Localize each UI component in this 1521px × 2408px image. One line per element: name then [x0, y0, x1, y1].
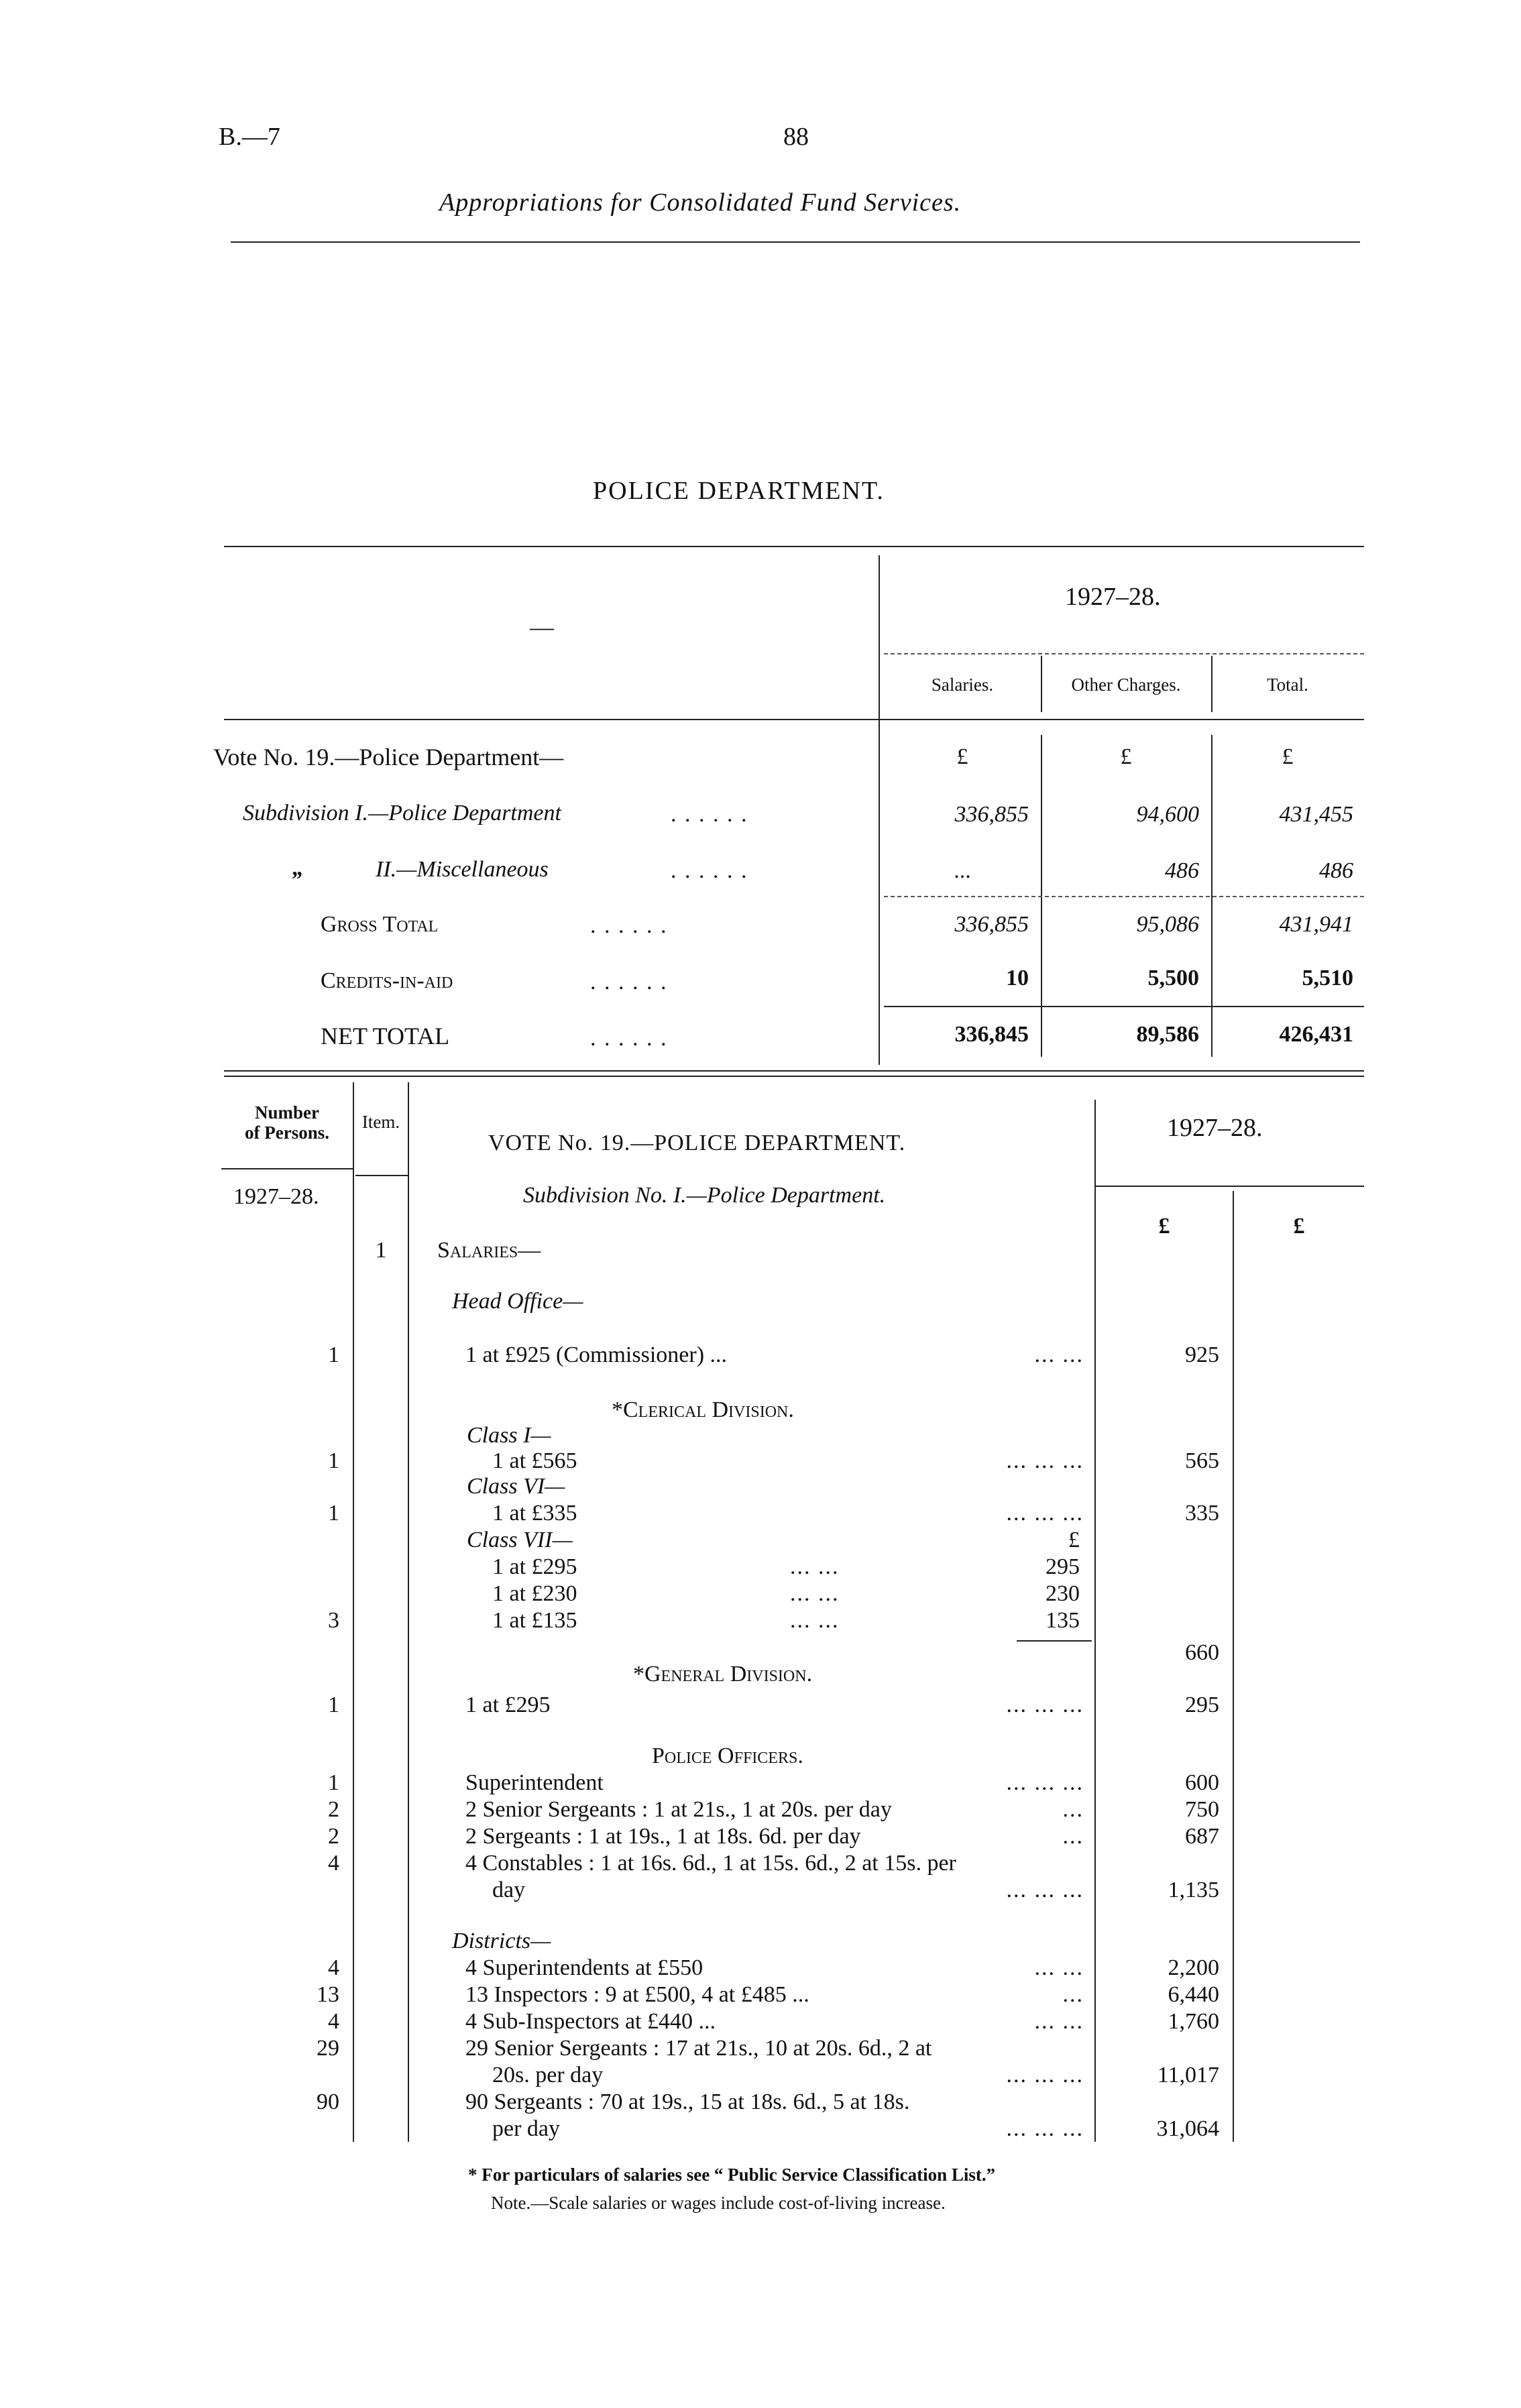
gross-salaries: 336,855 [954, 912, 1029, 937]
page-reference: B.—7 [219, 123, 280, 151]
sub2-total: 486 [1319, 858, 1353, 883]
row-inner-amount: 230 [1046, 1581, 1080, 1606]
detail-year-rule [1096, 1186, 1364, 1187]
subdivision-2-label: II.—Miscellaneous [376, 857, 549, 882]
row-dots: ... ... [790, 1554, 840, 1579]
police-officers-heading: Police Officers. [652, 1743, 803, 1768]
credits-total: 5,510 [1302, 966, 1353, 990]
header-rule [231, 241, 1360, 243]
row-text: 1 at £925 (Commissioner) ... [465, 1342, 728, 1367]
leaders: . . . . . . [671, 858, 748, 883]
row-amount: 31,064 [1156, 2116, 1219, 2141]
summary-header-rule [224, 719, 1364, 720]
row-dots: ... ... [790, 1581, 840, 1606]
vote-title: VOTE No. 19.—POLICE DEPARTMENT. [488, 1131, 906, 1155]
col-total: Total. [1267, 675, 1308, 695]
row-dots: ... ... [1034, 1955, 1084, 1980]
row-persons: 1 [328, 1770, 339, 1795]
row-dots: ... [1062, 1982, 1084, 2007]
col-item: Item. [361, 1112, 400, 1132]
net-other: 89,586 [1136, 1022, 1199, 1047]
row-text: Superintendent [465, 1770, 604, 1795]
net-total: 426,431 [1279, 1022, 1353, 1047]
item-number: 1 [375, 1238, 387, 1263]
row-amount: 687 [1185, 1824, 1219, 1849]
leaders: . . . . . . [671, 802, 748, 827]
row-text: 29 Senior Sergeants : 17 at 21s., 10 at 20s. 6d., 2 at [465, 2036, 932, 2061]
page-number: 88 [783, 123, 809, 151]
row-text-continued: 20s. per day [492, 2063, 604, 2087]
row-amount: 1,135 [1168, 1878, 1219, 1902]
detail-pound-1: £ [1158, 1214, 1170, 1239]
pound-other: £ [1120, 744, 1132, 769]
class-6-heading: Class VI— [467, 1474, 565, 1499]
row-amount: 600 [1185, 1770, 1219, 1795]
leaders: . . . . . . [590, 970, 668, 994]
sub1-salaries: 336,855 [954, 802, 1029, 827]
row-amount: 6,440 [1168, 1982, 1219, 2007]
row-dots: ... ... ... [1006, 1501, 1084, 1526]
net-rule [884, 1006, 1364, 1007]
row-dots: ... ... [790, 1608, 840, 1633]
scale-note: Note.—Scale salaries or wages include cost-of-living increase. [491, 2193, 946, 2213]
summary-year-rule [884, 653, 1364, 654]
row-persons: 4 [328, 1955, 339, 1980]
leaders: . . . . . . [590, 1026, 668, 1051]
row-persons: 3 [328, 1608, 339, 1633]
row-persons: 2 [328, 1797, 339, 1822]
net-salaries: 336,845 [954, 1022, 1029, 1047]
row-persons: 13 [317, 1982, 339, 2007]
row-persons: 1 [328, 1501, 339, 1526]
row-text: 2 Sergeants : 1 at 19s., 1 at 18s. 6d. per day [465, 1824, 861, 1849]
sub1-other: 94,600 [1136, 802, 1199, 827]
row-amount: 295 [1185, 1693, 1219, 1717]
row-amount: 750 [1185, 1797, 1219, 1822]
running-title: Appropriations for Consolidated Fund Services. [439, 188, 962, 217]
row-persons: 90 [317, 2089, 339, 2114]
row-text: 2 Senior Sergeants : 1 at 21s., 1 at 20s. per day [465, 1797, 892, 1822]
detail-year-right: 1927–28. [1167, 1114, 1263, 1142]
row-text-continued: day [492, 1878, 526, 1902]
sub2-other: 486 [1165, 858, 1199, 883]
row-dots: ... ... ... [1006, 2063, 1084, 2087]
row-dots: ... ... [1034, 1342, 1084, 1367]
summary-bottom-rule [224, 1070, 1364, 1072]
credits-label: Credits-in-aid [321, 968, 453, 993]
gross-other: 95,086 [1136, 912, 1199, 937]
class-1-heading: Class I— [467, 1423, 551, 1448]
general-division-heading: *General Division. [633, 1662, 813, 1686]
row-text: 1 at £295 [465, 1693, 551, 1717]
row-dots: ... ... [1034, 2009, 1084, 2034]
item-header-rule [355, 1175, 408, 1176]
row-text: 1 at £565 [492, 1448, 577, 1473]
row-dots: ... ... ... [1006, 1878, 1084, 1902]
row-dots: ... ... ... [1006, 1770, 1084, 1795]
detail-rule-item [408, 1082, 409, 2142]
col-number: Number [255, 1102, 319, 1123]
summary-dash: — [530, 614, 554, 640]
row-persons: 2 [328, 1824, 339, 1849]
col-persons: of Persons. [245, 1123, 329, 1143]
summary-bottom-rule-2 [224, 1076, 1364, 1077]
row-amount: 925 [1185, 1342, 1219, 1367]
row-text-continued: per day [492, 2116, 561, 2141]
ditto-mark: „ [292, 856, 304, 880]
row-amount: 565 [1185, 1448, 1219, 1473]
row-amount: 1,760 [1168, 2009, 1219, 2034]
row-amount: 2,200 [1168, 1955, 1219, 1980]
col-salaries: Salaries. [931, 675, 994, 695]
head-office-heading: Head Office— [452, 1289, 583, 1314]
clerical-division-heading: *Clerical Division. [612, 1397, 794, 1422]
row-text: 4 Constables : 1 at 16s. 6d., 1 at 15s. 6d., 2 at 15s. per [465, 1851, 956, 1876]
number-header-rule [221, 1168, 354, 1169]
leaders: . . . . . . [590, 913, 668, 938]
inner-pound: £ [1068, 1528, 1080, 1552]
row-text: 13 Inspectors : 9 at £500, 4 at £485 ... [465, 1982, 809, 2007]
row-dots: ... [1062, 1824, 1084, 1849]
class-7-subtotal-rule [1017, 1640, 1092, 1642]
row-persons: 1 [328, 1342, 339, 1367]
gross-rule [884, 896, 1364, 897]
col-other-charges: Other Charges. [1071, 675, 1181, 695]
sub1-total: 431,455 [1279, 802, 1353, 827]
row-text: 4 Sub-Inspectors at £440 ... [465, 2009, 716, 2034]
summary-top-rule [224, 546, 1364, 547]
row-amount: 11,017 [1157, 2063, 1219, 2087]
row-text: 4 Superintendents at £550 [465, 1955, 703, 1980]
districts-heading: Districts— [452, 1929, 551, 1953]
gross-total-label: Gross Total [321, 912, 439, 937]
vote-label: Vote No. 19.—Police Department— [213, 744, 564, 770]
net-total-label: NET TOTAL [321, 1023, 450, 1049]
row-dots: ... [1062, 1797, 1084, 1822]
summary-year: 1927–28. [1065, 583, 1161, 611]
row-inner-amount: 295 [1046, 1554, 1080, 1579]
credits-salaries: 10 [1006, 966, 1029, 990]
detail-year-left: 1927–28. [233, 1184, 319, 1209]
class-7-heading: Class VII— [467, 1528, 573, 1552]
subdivision-heading: Subdivision No. I.—Police Department. [523, 1183, 886, 1208]
row-text: 90 Sergeants : 70 at 19s., 15 at 18s. 6d., 5 at 18s. [465, 2089, 910, 2114]
credits-other: 5,500 [1147, 966, 1199, 990]
row-dots: ... ... ... [1006, 2116, 1084, 2141]
pound-salaries: £ [956, 744, 968, 769]
sub2-salaries: ... [954, 858, 971, 883]
row-text: 1 at £295 [492, 1554, 577, 1579]
row-persons: 1 [328, 1448, 339, 1473]
pound-total: £ [1282, 744, 1294, 769]
row-persons: 4 [328, 2009, 339, 2034]
row-dots: ... ... ... [1006, 1693, 1084, 1717]
row-persons: 29 [317, 2036, 339, 2061]
salaries-heading: Salaries— [437, 1238, 541, 1263]
row-inner-amount: 135 [1046, 1608, 1080, 1633]
detail-pound-2: £ [1293, 1214, 1305, 1239]
row-text: 1 at £230 [492, 1581, 577, 1606]
department-title: POLICE DEPARTMENT. [593, 477, 885, 505]
summary-divider [879, 555, 880, 1065]
row-persons: 4 [328, 1851, 339, 1876]
class-7-subtotal: 660 [1185, 1640, 1219, 1665]
footnote: * For particulars of salaries see “ Public Service Classification List.” [468, 2165, 996, 2185]
row-amount: 335 [1185, 1501, 1219, 1526]
row-text: 1 at £335 [492, 1501, 577, 1526]
gross-total: 431,941 [1279, 912, 1353, 937]
row-text: 1 at £135 [492, 1608, 577, 1633]
row-dots: ... ... ... [1006, 1448, 1084, 1473]
detail-rule-amount-mid [1233, 1191, 1234, 2142]
row-persons: 1 [328, 1693, 339, 1717]
subdivision-1-label: Subdivision I.—Police Department [243, 801, 561, 825]
